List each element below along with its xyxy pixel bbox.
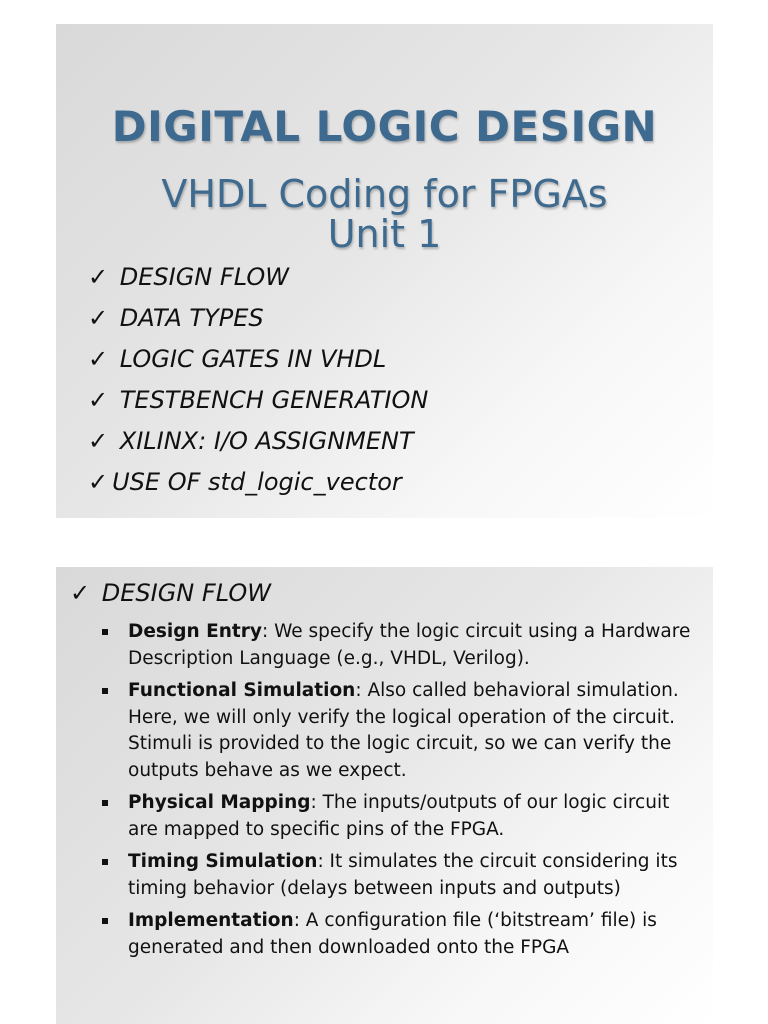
check-icon: ✓ [88, 468, 109, 496]
bullet-term: Physical Mapping [128, 792, 311, 813]
bullet-text: : Also called behavioral simulation. Here, we will only verify the logical operation of the circuit. Stimuli is provided to the logic circuit, so we can verify the outputs behave as we expect. [128, 680, 679, 781]
bullet-text: : A configuration file (‘bitstream’ file) is generated and then downloaded onto the FPGA [128, 910, 657, 958]
topic-label: TESTBENCH GENERATION [119, 386, 429, 414]
topic-item [88, 424, 428, 465]
topic-label: XILINX: I/O ASSIGNMENT [119, 427, 414, 455]
topic-item [88, 465, 428, 506]
bullet-item [100, 849, 700, 902]
bullet-term: Functional Simulation [128, 680, 356, 701]
bullet-text: : It simulates the circuit considering its timing behavior (delays between inputs and outputs) [128, 851, 678, 899]
topic-item [88, 383, 428, 424]
square-bullet-icon [102, 800, 108, 806]
square-bullet-icon [102, 918, 108, 924]
bullet-item [100, 619, 700, 672]
bullet-text: : We specify the logic circuit using a Hardware Description Language (e.g., VHDL, Verilog). [128, 621, 691, 669]
section-heading [70, 579, 271, 607]
check-icon: ✓ [88, 263, 109, 291]
bullet-item [100, 678, 700, 784]
topic-item [88, 342, 428, 383]
square-bullet-icon [102, 688, 108, 694]
topic-label: DESIGN FLOW [119, 263, 289, 291]
square-bullet-icon [102, 859, 108, 865]
bullet-text: : The inputs/outputs of our logic circuit are mapped to specific pins of the FPGA. [128, 792, 670, 840]
topic-label: DATA TYPES [119, 304, 264, 332]
check-icon: ✓ [88, 345, 109, 373]
check-icon: ✓ [88, 386, 109, 414]
topic-label: USE OF std_logic_vector [112, 468, 402, 496]
topic-label: LOGIC GATES IN VHDL [119, 345, 387, 373]
square-bullet-icon [102, 629, 108, 635]
bullet-item [100, 790, 700, 843]
check-icon: ✓ [88, 427, 109, 455]
check-icon: ✓ [88, 304, 109, 332]
design-flow-slide [56, 567, 713, 1024]
slide-title: DIGITAL LOGIC DESIGN [111, 102, 658, 151]
bullet-term: Implementation [128, 910, 294, 931]
slide-subtitle: VHDL Coding for FPGAs [161, 172, 608, 216]
bullet-list [100, 619, 700, 967]
bullet-term: Design Entry [128, 621, 262, 642]
title-slide [56, 24, 713, 518]
bullet-term: Timing Simulation [128, 851, 318, 872]
bullet-item [100, 908, 700, 961]
check-icon: ✓ [70, 579, 91, 607]
topic-item [88, 301, 428, 342]
topic-item [88, 260, 428, 301]
topic-list [88, 260, 428, 506]
unit-label: Unit 1 [327, 212, 442, 256]
section-heading-label: DESIGN FLOW [101, 579, 271, 607]
